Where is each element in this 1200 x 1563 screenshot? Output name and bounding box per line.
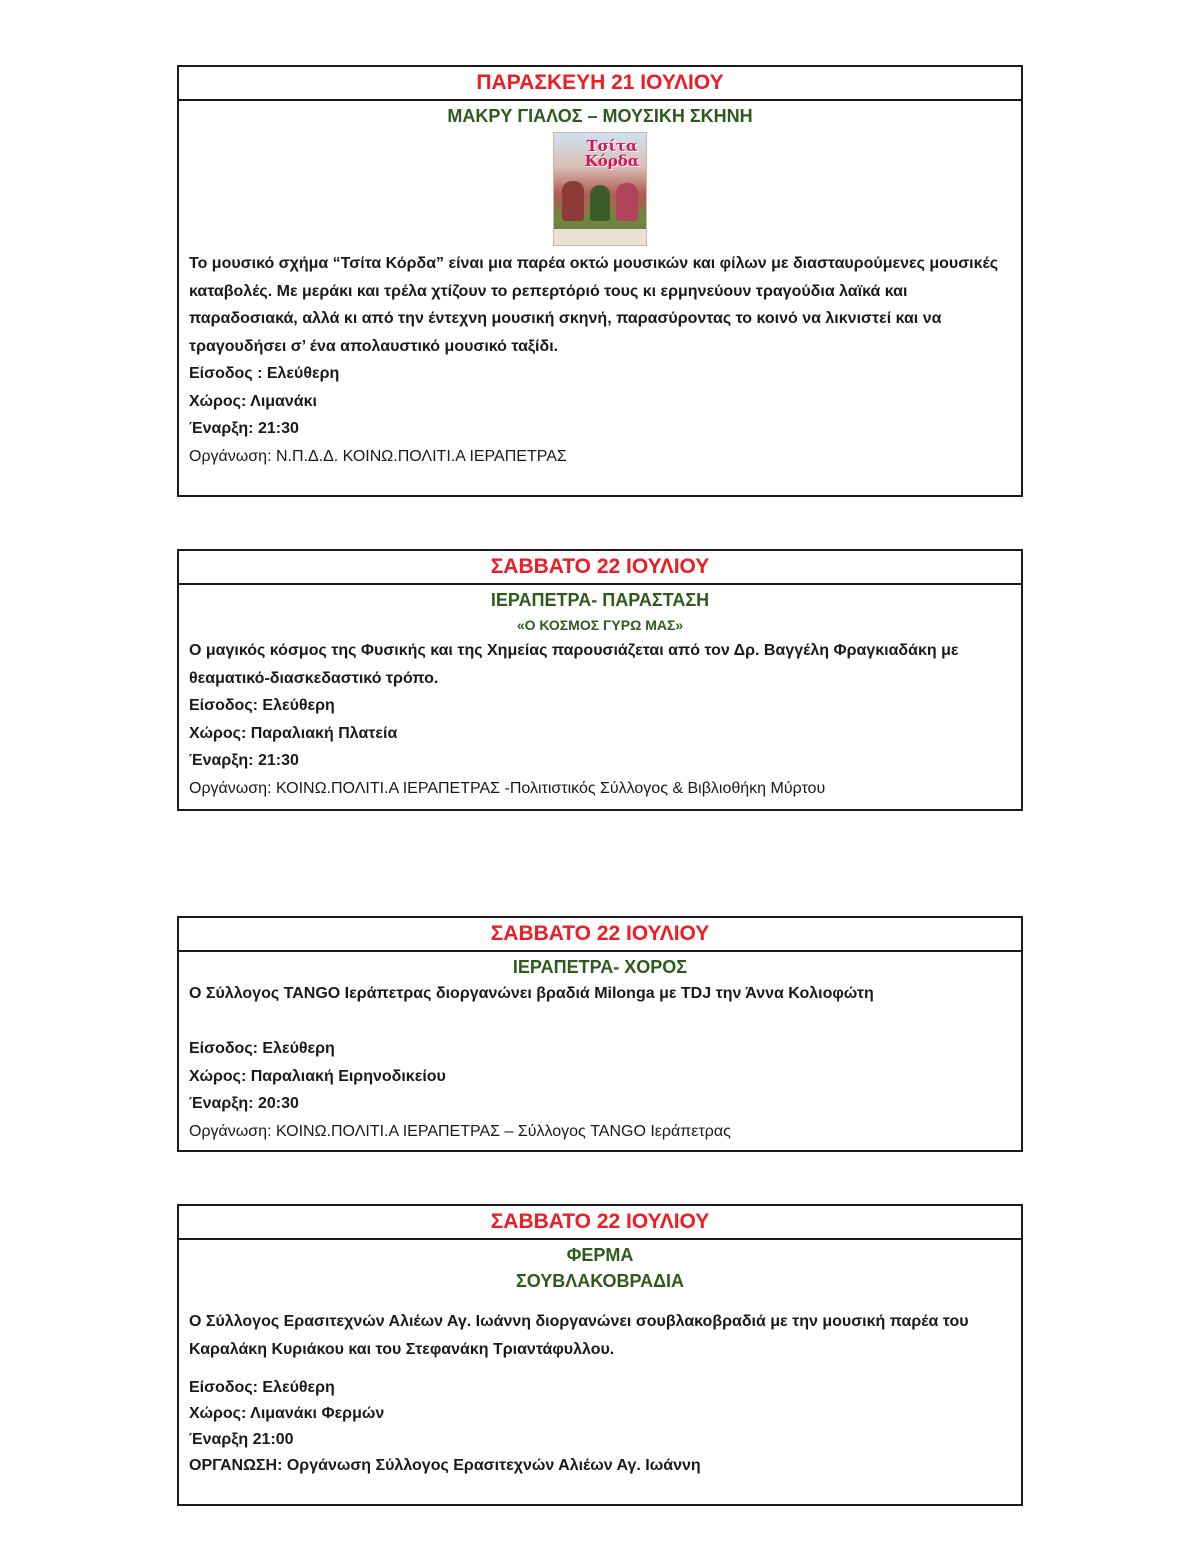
event-entry: Είσοδος: Ελεύθερη — [189, 1379, 335, 1396]
event-description: Το μουσικό σχήμα “Τσίτα Κόρδα” είναι μια παρέα οκτώ μουσικών και φίλων με διασταυρούμενες μουσικές καταβολές. Με μεράκι και τρέλα χτίζουν το ρεπερτόριό τους κι ερμηνεύουν τραγούδια λαϊκά και παραδοσιακά, αλλά κι από την έντεχνη μουσική σκηνή, παρασύροντας το κοινό να λικνιστεί και να τραγουδήσει σ’ ένα απολαυστικό μουσικό ταξίδι. — [189, 255, 999, 355]
event-venue: Χώρος: Λιμανάκι Φερμών — [189, 1405, 385, 1422]
event-card-2 — [177, 549, 1023, 811]
event-date: ΠΑΡΑΣΚΕΥΗ 21 ΙΟΥΛΙΟΥ — [179, 67, 1021, 101]
event-poster-image — [553, 132, 647, 246]
event-date: ΣΑΒΒΑΤΟ 22 ΙΟΥΛΙΟΥ — [179, 918, 1021, 952]
event-organizer: ΟΡΓΑΝΩΣΗ: Οργάνωση Σύλλογος Ερασιτεχνών Αλιέων Αγ. Ιωάννη — [189, 1457, 701, 1474]
event-date: ΣΑΒΒΑΤΟ 22 ΙΟΥΛΙΟΥ — [179, 551, 1021, 585]
event-subtitle: ΜΑΚΡΥ ΓΙΑΛΟΣ – ΜΟΥΣΙΚΗ ΣΚΗΝΗ — [447, 106, 753, 126]
event-subtitle: ΙΕΡΑΠΕΤΡΑ- ΠΑΡΑΣΤΑΣΗ — [490, 590, 710, 610]
event-organizer: Οργάνωση: ΚΟΙΝΩ.ΠΟΛΙΤΙ.Α ΙΕΡΑΠΕΤΡΑΣ – Σύλλογος TANGO Ιεράπετρας — [189, 1122, 731, 1140]
event-start: Έναρξη 21:00 — [189, 1431, 294, 1448]
event-date: ΣΑΒΒΑΤΟ 22 ΙΟΥΛΙΟΥ — [179, 1206, 1021, 1240]
event-card-3 — [177, 916, 1023, 1152]
event-description: Ο μαγικός κόσμος της Φυσικής και της Χημείας παρουσιάζεται από τον Δρ. Βαγγέλη Φραγκιαδάκη με θεαματικό-διασκεδαστικό τρόπο. — [189, 642, 959, 687]
event-card-1 — [177, 65, 1023, 497]
event-start: Έναρξη: 21:30 — [189, 752, 299, 769]
event-subtitle-2: ΣΟΥΒΛΑΚΟΒΡΑΔΙΑ — [515, 1271, 685, 1291]
event-subtitle: ΦΕΡΜΑ — [566, 1245, 634, 1265]
event-venue: Χώρος: Λιμανάκι — [189, 392, 317, 410]
event-card-4 — [177, 1204, 1023, 1506]
event-start: Έναρξη: 20:30 — [189, 1095, 299, 1112]
event-organizer: Οργάνωση: Ν.Π.Δ.Δ. ΚΟΙΝΩ.ΠΟΛΙΤΙ.Α ΙΕΡΑΠΕΤΡΑΣ — [189, 447, 567, 465]
event-show-title: «Ο ΚΟΣΜΟΣ ΓΥΡΩ ΜΑΣ» — [516, 617, 684, 633]
event-venue: Χώρος: Παραλιακή Ειρηνοδικείου — [189, 1067, 446, 1085]
event-venue: Χώρος: Παραλιακή Πλατεία — [189, 724, 398, 742]
event-entry: Είσοδος : Ελεύθερη — [189, 365, 340, 382]
event-entry: Είσοδος: Ελεύθερη — [189, 1040, 335, 1057]
event-description: Ο Σύλλογος Ερασιτεχνών Αλιέων Αγ. Ιωάννη διοργανώνει σουβλακοβραδιά με την μουσική παρέα του Καραλάκη Κυριάκου και του Στεφανάκη Τριαντάφυλλου. — [189, 1313, 969, 1358]
event-description: Ο Σύλλογος TANGO Ιεράπετρας διοργανώνει βραδιά Milonga με TDJ την Άννα Κολιοφώτη — [189, 985, 874, 1002]
event-organizer: Οργάνωση: ΚΟΙΝΩ.ΠΟΛΙΤΙ.Α ΙΕΡΑΠΕΤΡΑΣ -Πολιτιστικός Σύλλογος & Βιβλιοθήκη Μύρτου — [189, 779, 826, 797]
event-subtitle: ΙΕΡΑΠΕΤΡΑ- ΧΟΡΟΣ — [512, 957, 688, 977]
poster-title: Τσίτα Κόρδα — [584, 137, 640, 170]
event-start: Έναρξη: 21:30 — [189, 420, 299, 437]
event-entry: Είσοδος: Ελεύθερη — [189, 697, 335, 714]
